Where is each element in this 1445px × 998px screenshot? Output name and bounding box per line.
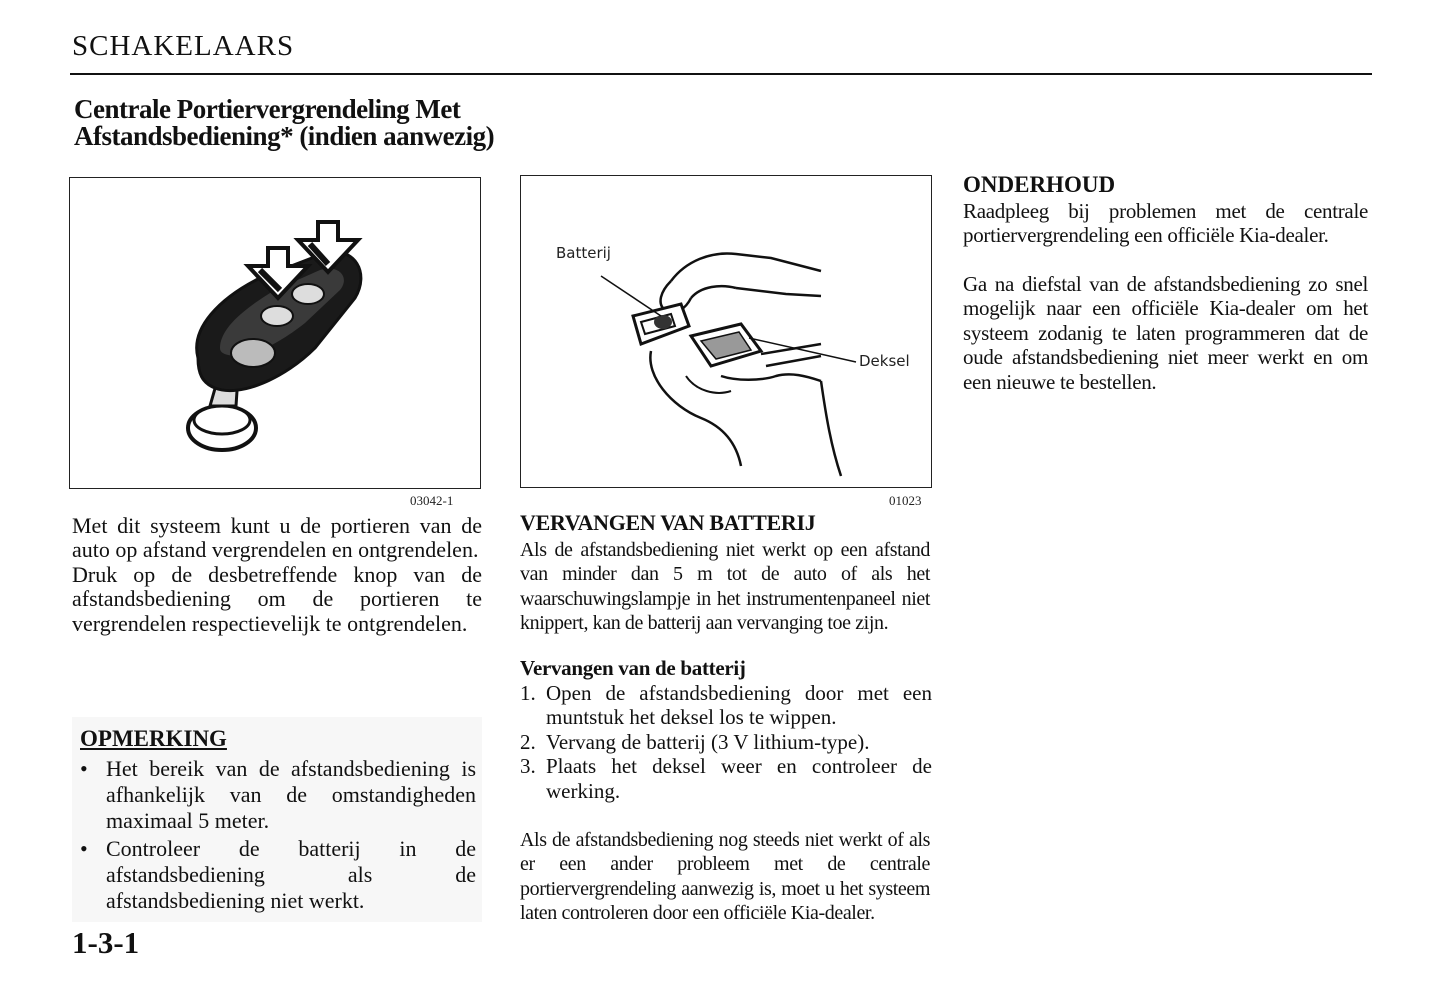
page-heading bbox=[74, 96, 514, 150]
note-list bbox=[76, 756, 476, 916]
step-number: 3. bbox=[520, 754, 536, 779]
note-heading: OPMERKING bbox=[80, 726, 227, 751]
note-item bbox=[76, 836, 476, 914]
battery-illustration bbox=[521, 176, 933, 489]
section-title: SCHAKELAARS bbox=[72, 30, 295, 62]
battery-heading: VERVANGEN VAN BATTERIJ bbox=[520, 510, 816, 535]
step-text: Open de afstandsbediening door met een muntstuk het deksel los te wippen. bbox=[546, 681, 932, 730]
maintenance-paragraph-1: Raadpleeg bij problemen met de centrale portiervergrendeling een officiële Kia-dealer. bbox=[963, 199, 1368, 248]
header-rule bbox=[70, 73, 1372, 75]
note-item-text: Het bereik van de afstandsbediening is afhankelijk van de omstandigheden maximaal 5 meter. bbox=[106, 756, 476, 833]
steps-list bbox=[520, 681, 932, 803]
step-text: Plaats het deksel weer en controleer de werking. bbox=[546, 754, 932, 803]
step-item bbox=[520, 730, 932, 754]
step-number: 1. bbox=[520, 681, 536, 705]
step-item bbox=[520, 754, 932, 803]
bullet-icon: • bbox=[80, 836, 88, 861]
maintenance-paragraph-2: Ga na diefstal van de afstandsbediening zo snel mogelijk naar een officiële Kia-dealer om het systeem zodanig te laten programmeren dat de oude afstandsbediening niet meer werkt en om een nieuwe te bestellen. bbox=[963, 272, 1368, 394]
bullet-icon: • bbox=[80, 756, 88, 781]
intro-paragraph-1: Met dit systeem kunt u de portieren van de auto op afstand vergrendelen en ontgrendelen. bbox=[72, 513, 482, 563]
page-number: 1-3-1 bbox=[72, 925, 140, 960]
remote-illustration bbox=[70, 178, 482, 490]
cover-label: Deksel bbox=[859, 352, 910, 370]
battery-outro: Als de afstandsbediening nog steeds niet werkt of als er een ander probleem met de centrale portiervergrendeling aanwezig is, moet u het systeem laten controleren door een officiële Kia-dealer. bbox=[520, 829, 930, 925]
figure-code-remote: 03042-1 bbox=[410, 493, 454, 508]
battery-label: Batterij bbox=[556, 244, 611, 262]
intro-paragraph-2: Druk op de desbetreffende knop van de afstandsbediening om de portieren te vergrendelen respectievelijk te ontgrendelen. bbox=[72, 561, 482, 636]
step-item bbox=[520, 681, 932, 730]
maintenance-heading: ONDERHOUD bbox=[963, 172, 1116, 197]
note-item-text: Controleer de batterij in de afstandsbediening als de afstandsbediening niet werkt. bbox=[106, 836, 476, 913]
remote-figure bbox=[69, 177, 481, 489]
step-text: Vervang de batterij (3 V lithium-type). bbox=[546, 729, 870, 754]
battery-figure bbox=[520, 175, 932, 488]
steps-heading: Vervangen van de batterij bbox=[520, 656, 746, 680]
intro-text bbox=[72, 514, 482, 636]
battery-intro: Als de afstandsbediening niet werkt op een afstand van minder dan 5 m tot de auto of als het waarschuwingslampje in het instrumentenpaneel niet knippert, kan de batterij aan vervanging toe zijn. bbox=[520, 539, 930, 635]
step-number: 2. bbox=[520, 729, 536, 754]
page-heading-line-2: Afstandsbediening* (indien aanwezig) bbox=[74, 121, 495, 151]
figure-code-battery: 01023 bbox=[889, 493, 922, 508]
note-item bbox=[76, 756, 476, 834]
page-heading-line-1: Centrale Portiervergrendeling Met bbox=[74, 94, 461, 124]
